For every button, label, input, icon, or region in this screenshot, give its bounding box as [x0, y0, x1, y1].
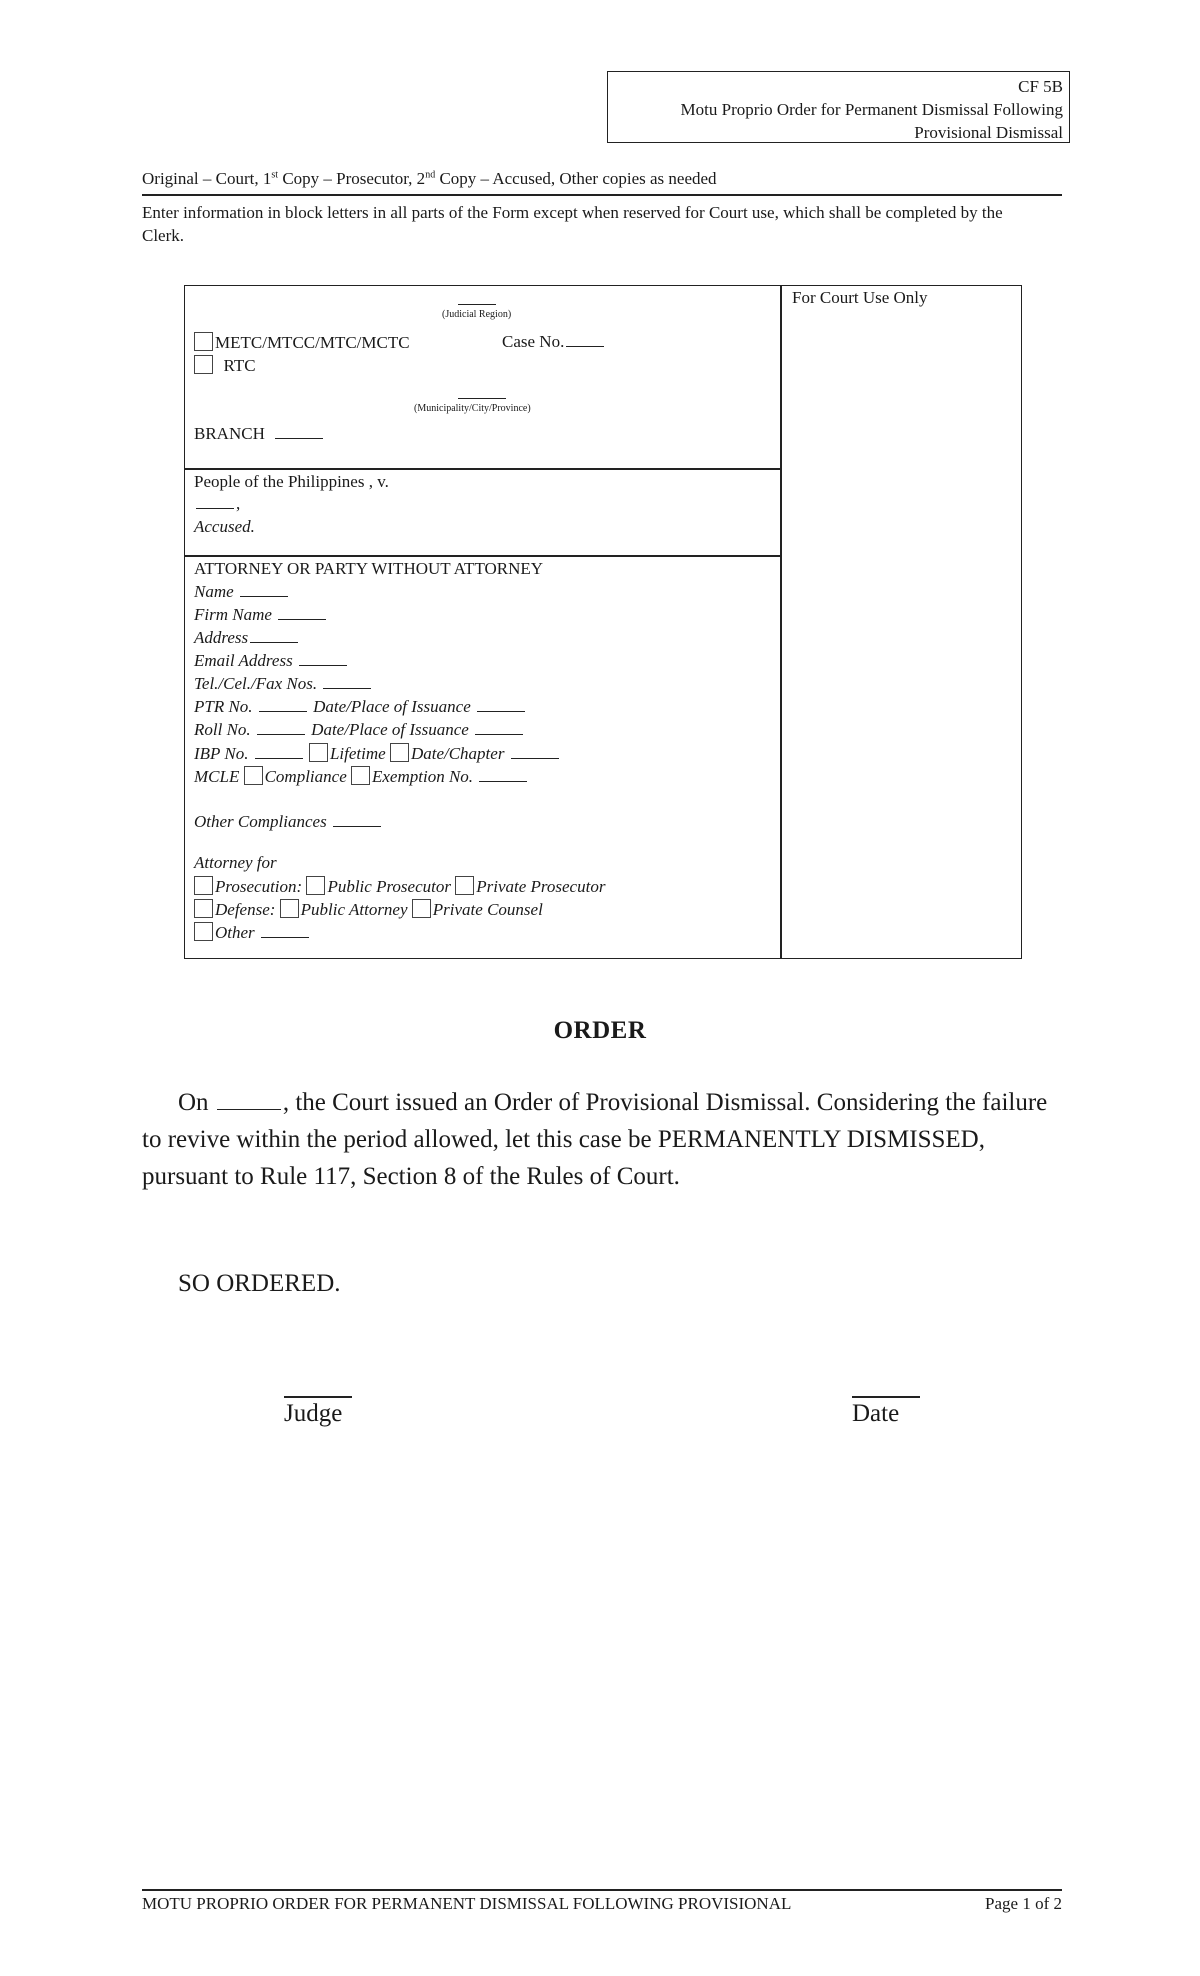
email-label: Email Address: [194, 651, 293, 670]
branch-field[interactable]: [275, 424, 323, 439]
roll-field[interactable]: [257, 720, 305, 735]
copies-part1: Original – Court, 1: [142, 169, 272, 188]
instructions: Enter information in block letters in all parts of the Form except when reserved for Court use, which shall be completed by the Clerk.: [142, 203, 1003, 245]
defense-checkbox[interactable]: [194, 899, 213, 918]
judge-label: Judge: [284, 1400, 343, 1427]
judge-signature-line[interactable]: [284, 1396, 352, 1398]
people-label: People of the Philippines , v.: [194, 472, 389, 491]
court-option-rtc-label: RTC: [223, 356, 256, 375]
order-sentence: , the Court issued an Order of Provisional Dismissal. Considering the failure to revive within the period allowed, let this case be PERMANENTLY DISMISSED, pursuant to Rule 117, Section 8 of the Rules of Court.: [142, 1089, 1048, 1190]
accused-label: Accused.: [194, 517, 255, 536]
court-option-metc-label: METC/MTCC/MTC/MCTC: [215, 333, 410, 352]
judicial-region-field[interactable]: [456, 290, 498, 310]
footer-rule: [142, 1889, 1062, 1891]
lifetime-checkbox[interactable]: [309, 743, 328, 762]
public-prosecutor-label: Public Prosecutor: [327, 877, 451, 896]
compliance-label: Compliance: [264, 767, 347, 786]
table-divider: [780, 285, 782, 959]
ibp-field[interactable]: [255, 744, 303, 759]
copies-distribution: [142, 169, 717, 189]
court-option-rtc-checkbox[interactable]: [194, 355, 213, 374]
caption-rule-2: [184, 555, 780, 557]
public-attorney-label: Public Attorney: [300, 900, 408, 919]
so-ordered: SO ORDERED.: [178, 1270, 341, 1297]
date-signature-line[interactable]: [852, 1396, 920, 1398]
court-use-label: For Court Use Only: [792, 288, 928, 307]
private-prosecutor-checkbox[interactable]: [455, 876, 474, 895]
exemption-label: Exemption No.: [372, 767, 474, 786]
roll-date-place-label: Date/Place of Issuance: [311, 720, 469, 739]
caption-rule-1: [184, 468, 780, 470]
public-attorney-checkbox[interactable]: [280, 899, 299, 918]
page-number: Page 1 of 2: [985, 1894, 1062, 1913]
exemption-field[interactable]: [479, 767, 527, 782]
date-chapter-label: Date/Chapter: [410, 744, 505, 763]
ptr-label: PTR No.: [194, 697, 253, 716]
other-party-checkbox[interactable]: [194, 922, 213, 941]
public-prosecutor-checkbox[interactable]: [306, 876, 325, 895]
address-label: Address: [194, 628, 249, 647]
form-code: CF 5B: [1018, 77, 1063, 96]
exemption-checkbox[interactable]: [351, 766, 370, 785]
tel-label: Tel./Cel./Fax Nos.: [194, 674, 318, 693]
address-field[interactable]: [250, 628, 298, 643]
attorney-for-label: Attorney for: [194, 853, 277, 872]
copies-sup2: nd: [425, 169, 436, 181]
other-party-label: Other: [215, 923, 255, 942]
court-option-metc-checkbox[interactable]: [194, 332, 213, 351]
branch-label: BRANCH: [194, 424, 265, 443]
order-on: On: [178, 1089, 209, 1116]
copies-sup1: st: [271, 169, 279, 181]
roll-date-place-field[interactable]: [475, 720, 523, 735]
copies-part3: Copy – Accused, Other copies as needed: [435, 169, 717, 188]
ibp-label: IBP No.: [194, 744, 249, 763]
roll-label: Roll No.: [194, 720, 251, 739]
other-party-field[interactable]: [261, 923, 309, 938]
date-label: Date: [852, 1400, 900, 1427]
prosecution-checkbox[interactable]: [194, 876, 213, 895]
other-compliances-field[interactable]: [333, 812, 381, 827]
footer-title: MOTU PROPRIO ORDER FOR PERMANENT DISMISSAL FOLLOWING PROVISIONAL: [142, 1894, 792, 1913]
defense-label: Defense:: [215, 900, 276, 919]
compliance-checkbox[interactable]: [244, 766, 263, 785]
mcle-label: MCLE: [194, 767, 240, 786]
firm-name-label: Firm Name: [194, 605, 272, 624]
ptr-date-place-label: Date/Place of Issuance: [313, 697, 471, 716]
attorney-heading: ATTORNEY OR PARTY WITHOUT ATTORNEY: [194, 559, 544, 578]
form-code-box: [607, 71, 1070, 143]
header-rule: [142, 194, 1062, 196]
judicial-region-label: (Judicial Region): [442, 309, 512, 320]
firm-name-field[interactable]: [278, 605, 326, 620]
email-field[interactable]: [299, 651, 347, 666]
ptr-date-place-field[interactable]: [477, 697, 525, 712]
attorney-name-field[interactable]: [240, 582, 288, 597]
private-counsel-checkbox[interactable]: [412, 899, 431, 918]
other-compliances-label: Other Compliances: [194, 812, 327, 831]
lifetime-label: Lifetime: [329, 744, 386, 763]
private-counsel-label: Private Counsel: [432, 900, 543, 919]
prosecution-label: Prosecution:: [215, 877, 303, 896]
private-prosecutor-label: Private Prosecutor: [476, 877, 606, 896]
form-title-line1: Motu Proprio Order for Permanent Dismissal Following: [680, 100, 1063, 119]
order-body: [142, 1084, 1062, 1195]
date-chapter-checkbox[interactable]: [390, 743, 409, 762]
municipality-label: (Municipality/City/Province): [414, 403, 531, 414]
copies-part2: Copy – Prosecutor, 2: [278, 169, 426, 188]
order-title: ORDER: [553, 1017, 647, 1044]
provisional-dismissal-date-field[interactable]: [217, 1089, 281, 1110]
ptr-field[interactable]: [259, 697, 307, 712]
date-chapter-field[interactable]: [511, 744, 559, 759]
case-no-field[interactable]: [566, 332, 604, 347]
accused-comma: ,: [236, 494, 241, 513]
municipality-field[interactable]: [456, 384, 508, 404]
accused-name-field[interactable]: [196, 494, 234, 509]
form-title-line2: Provisional Dismissal: [914, 123, 1063, 142]
case-no-label: Case No.: [502, 332, 565, 351]
tel-field[interactable]: [323, 674, 371, 689]
attorney-name-label: Name: [194, 582, 234, 601]
